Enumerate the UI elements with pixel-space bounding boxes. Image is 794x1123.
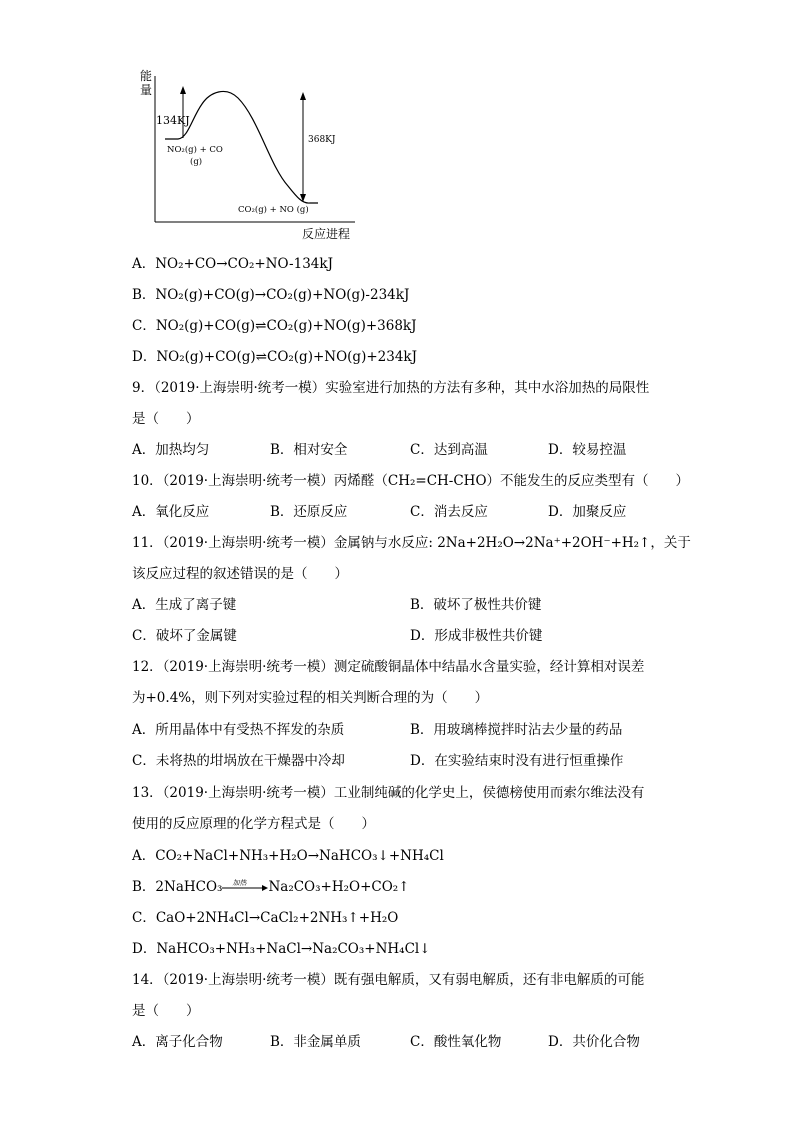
q12-stem-line2: 为+0.4%，则下列对实验过程的相关判断合理的为（ ）	[132, 690, 489, 706]
reactant-g-label: (g)	[190, 157, 203, 167]
energy-diagram	[130, 66, 370, 246]
q14-option-c: C．酸性氧化物	[410, 1034, 502, 1050]
x-axis-label: 反应进程	[302, 227, 351, 241]
q10-stem-line1: 10．（2019·上海崇明·统考一模）丙烯醛（CH₂=CH-CHO）不能发生的反应类型有（ ）	[132, 473, 690, 489]
q13-option-b-products: Na₂CO₃+H₂O+CO₂↑	[268, 879, 410, 895]
q11-stem-line1: 11．（2019·上海崇明·统考一模）金属钠与水反应: 2Na+2H₂O→2Na⁺+2OH⁻+H₂↑，关于	[132, 535, 691, 551]
q10-option-d: D．加聚反应	[548, 504, 627, 520]
q13-stem-line2: 使用的反应原理的化学方程式是（ ）	[132, 816, 375, 832]
q13-option-b-condition: 加热	[232, 878, 247, 887]
q9-option-a: A．加热均匀	[132, 442, 210, 458]
q12-stem-line1: 12．（2019·上海崇明·统考一模）测定硫酸铜晶体中结晶水含量实验，经计算相对误差	[132, 659, 645, 675]
q10-option-a: A．氧化反应	[132, 504, 210, 520]
q9-option-c: C．达到高温	[410, 442, 488, 458]
q14-option-b: B．非金属单质	[270, 1034, 361, 1050]
q8-option-c: C．NO₂(g)+CO(g)⇌CO₂(g)+NO(g)+368kJ	[132, 318, 417, 334]
right-arrow-top-head	[300, 92, 306, 100]
q11-stem-line2: 该反应过程的叙述错误的是（ ）	[132, 566, 348, 582]
left-value-label: 134KJ	[156, 114, 190, 127]
q10-option-b: B．还原反应	[270, 504, 348, 520]
y-axis-label-1: 能	[140, 69, 153, 83]
q9-option-b: B．相对安全	[270, 442, 348, 458]
q14-option-a: A．离子化合物	[132, 1034, 223, 1050]
reaction-arrow-icon	[222, 882, 268, 894]
energy-diagram-svg	[130, 66, 370, 246]
q14-stem-line2: 是（ ）	[132, 1003, 200, 1019]
q12-option-c: C．未将热的坩埚放在干燥器中冷却	[132, 753, 345, 769]
reactant-label: NO₂(g) + CO	[167, 145, 223, 155]
q13-option-b-arrow	[222, 878, 268, 894]
q9-stem-line1: 9．（2019·上海崇明·统考一模）实验室进行加热的方法有多种，其中水浴加热的局限性	[132, 380, 650, 396]
q14-stem-line1: 14．（2019·上海崇明·统考一模）既有强电解质，又有弱电解质，还有非电解质的可能	[132, 972, 645, 988]
q12-option-a: A．所用晶体中有受热不挥发的杂质	[132, 722, 345, 738]
q13-option-b-reactant: B．2NaHCO₃	[132, 879, 223, 895]
q13-option-b	[132, 877, 410, 897]
q8-option-b: B．NO₂(g)+CO(g)→CO₂(g)+NO(g)-234kJ	[132, 287, 410, 303]
q11-option-c: C．破坏了金属键	[132, 628, 237, 644]
q11-option-a: A．生成了离子键	[132, 597, 237, 613]
q8-option-d: D．NO₂(g)+CO(g)⇌CO₂(g)+NO(g)+234kJ	[132, 349, 418, 365]
q10-option-c: C．消去反应	[410, 504, 488, 520]
q12-option-d: D．在实验结束时没有进行恒重操作	[410, 753, 624, 769]
q13-option-d: D．NaHCO₃+NH₃+NaCl→Na₂CO₃+NH₄Cl↓	[132, 941, 431, 957]
right-value-label: 368KJ	[308, 135, 336, 145]
q12-option-b: B．用玻璃棒搅拌时沾去少量的药品	[410, 722, 623, 738]
q9-stem-line2: 是（ ）	[132, 411, 200, 427]
q13-option-a: A．CO₂+NaCl+NH₃+H₂O→NaHCO₃↓+NH₄Cl	[132, 848, 444, 864]
q8-option-a: A．NO₂+CO→CO₂+NO-134kJ	[132, 256, 333, 272]
y-axis-label-2: 量	[140, 83, 153, 97]
q14-option-d: D．共价化合物	[548, 1034, 640, 1050]
q11-option-d: D．形成非极性共价键	[410, 628, 543, 644]
left-arrow-head	[180, 86, 186, 94]
q11-option-b: B．破坏了极性共价键	[410, 597, 542, 613]
q13-stem-line1: 13．（2019·上海崇明·统考一模）工业制纯碱的化学史上，侯德榜使用而索尔维法没有	[132, 785, 645, 801]
q9-option-d: D．较易控温	[548, 442, 627, 458]
product-label: CO₂(g) + NO (g)	[238, 205, 309, 215]
q13-option-c: C．CaO+2NH₄Cl→CaCl₂+2NH₃↑+H₂O	[132, 910, 399, 926]
